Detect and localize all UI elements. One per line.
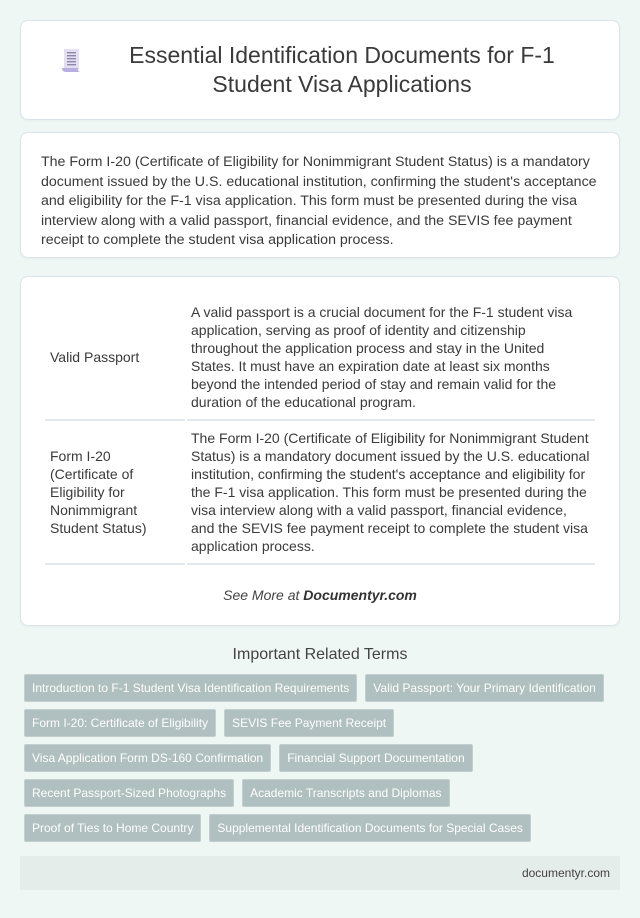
related-term-tag[interactable]: SEVIS Fee Payment Receipt [224, 709, 394, 737]
documents-table-card [20, 276, 620, 626]
documents-table [43, 295, 597, 565]
term-cell: Form I-20 (Certificate of Eligibility for Nonimmigrant Student Status) [45, 421, 185, 565]
header-card [20, 20, 620, 120]
description-cell: A valid passport is a crucial document for the F-1 student visa application, serving as proof of identity and citizenship throughout the application process and stay in the United States. It must have an expiration date at least six months beyond the intended period of stay and remain valid for the duration of the educational program. [187, 295, 595, 421]
table-row [45, 421, 595, 565]
see-more-link[interactable]: Documentyr.com [303, 587, 417, 603]
footer-domain[interactable]: documentyr.com [521, 866, 610, 880]
related-term-tag[interactable]: Visa Application Form DS-160 Confirmation [24, 744, 271, 772]
related-terms-title: Important Related Terms [232, 646, 408, 663]
related-terms-section [20, 646, 620, 842]
table-row [45, 295, 595, 421]
see-more [43, 587, 597, 603]
related-term-tag[interactable]: Proof of Ties to Home Country [24, 814, 201, 842]
related-term-tag[interactable]: Supplemental Identification Documents for Special Cases [209, 814, 531, 842]
related-term-tag[interactable]: Valid Passport: Your Primary Identification [365, 674, 604, 702]
footer [20, 856, 620, 890]
related-term-tag[interactable]: Financial Support Documentation [279, 744, 472, 772]
document-receipt-icon [61, 48, 83, 74]
related-term-tag[interactable]: Introduction to F-1 Student Visa Identification Requirements [24, 674, 357, 702]
page-title: Essential Identification Documents for F-1 Student Visa Applications [129, 42, 555, 97]
related-term-tag[interactable]: Academic Transcripts and Diplomas [242, 779, 449, 807]
related-term-tag[interactable]: Recent Passport-Sized Photographs [24, 779, 234, 807]
term-cell: Valid Passport [45, 295, 185, 421]
description-cell: The Form I-20 (Certificate of Eligibility for Nonimmigrant Student Status) is a mandatory document issued by the U.S. educational institution, confirming the student's acceptance and eligibility for the F-1 visa application. This form must be presented during the visa interview along with a valid passport, financial evidence, and the SEVIS fee payment receipt to complete the student visa application process. [187, 421, 595, 565]
see-more-prefix: See More at [223, 587, 304, 603]
summary-text: The Form I-20 (Certificate of Eligibility for Nonimmigrant Student Status) is a mandatory document issued by the U.S. educational institution, confirming the student's acceptance and eligibility for the F-1 visa application. This form must be presented during the visa interview along with a valid passport, financial evidence, and the SEVIS fee payment receipt to complete the student visa application process. [41, 154, 597, 248]
related-term-tag[interactable]: Form I-20: Certificate of Eligibility [24, 709, 216, 737]
summary-card [20, 132, 620, 258]
related-terms-tags [20, 674, 620, 842]
